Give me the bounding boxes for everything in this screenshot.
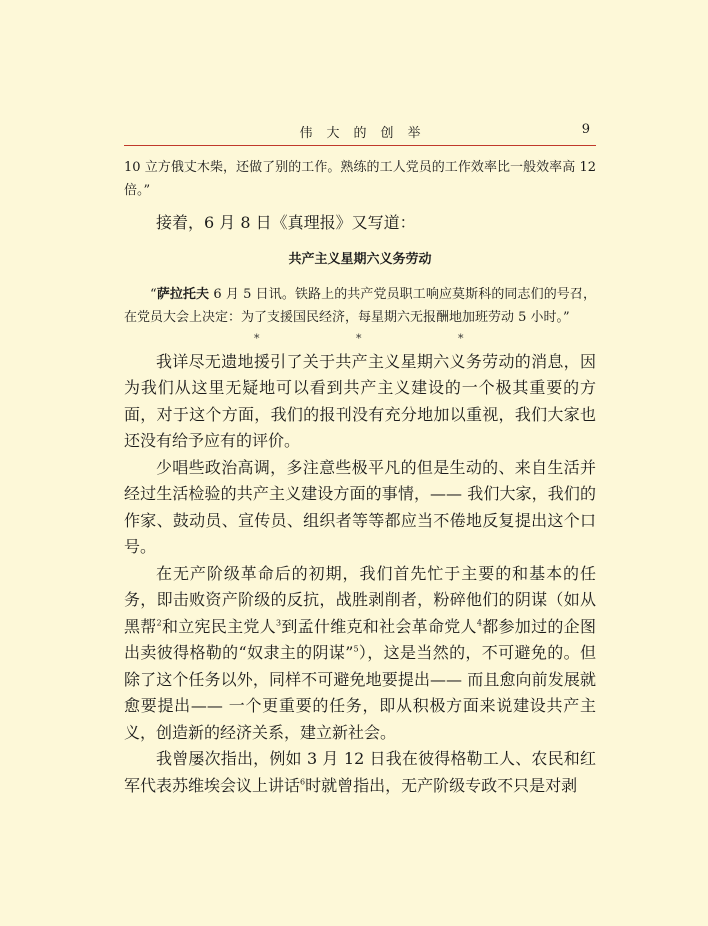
asterisk-1: * [254, 331, 260, 345]
page-number: 9 [581, 122, 590, 137]
quote-continuation: 10 立方俄丈木柴，还做了别的工作。熟练的工人党员的工作效率比一般效率高 12 倍。” [124, 160, 596, 198]
running-title: 伟大的创举 [299, 126, 435, 141]
intro-paragraph: 接着，6 月 8 日《真理报》又写道： [156, 213, 416, 232]
paragraph-2: 少唱些政治高调，多注意些极平凡的但是生动的、来自生活并经过生活检验的共产主义建设方面的事情，—— 我们大家，我们的作家、鼓动员、宣传员、组织者等等都应当不倦地反复提出这个口号。 [124, 457, 596, 556]
header-divider [124, 145, 596, 146]
paragraph-3-part-e: ），这是当然的，不可避免的。但除了这个任务以外，同样不可避免地要提出—— 而且愈向前发展就愈要提出—— 一个更重要的任务，即从积极方面来说建设共产主义，创造新的经济关系，建立新社会。 [124, 643, 596, 742]
paragraph-1: 我详尽无遗地援引了关于共产主义星期六义务劳动的消息，因为我们从这里无疑地可以看到共产主义建设的一个极其重要的方面，对于这个方面，我们的报刊没有充分地加以重视，我们大家也还没有给予应有的评价。 [124, 351, 596, 450]
paragraph-4-part-a: 我曾屡次指出，例如 3 月 12 日我在彼得格勒工人、农民和红军代表苏维埃会议上讲话 [124, 749, 596, 795]
asterisk-2: * [356, 331, 362, 345]
footnote-ref-4[interactable]: 4 [476, 618, 482, 628]
paragraph-3-part-b: 和立宪民主党人 [161, 616, 276, 636]
paragraph-4-part-b: 时就曾指出，无产阶级专政不只是对剥 [305, 775, 578, 795]
saratov-quote-text: 6 月 5 日讯。铁路上的共产党员职工响应莫斯科的同志们的号召，在党员大会上决定：为了支援国民经济，每星期六无报酬地加班劳动 5 小时。” [124, 286, 596, 325]
quote-open-mark: “ [150, 286, 157, 302]
saratov-quote [124, 283, 596, 329]
footnote-ref-2[interactable]: 2 [156, 618, 162, 628]
footnote-ref-6[interactable]: 6 [300, 777, 306, 787]
page-header [124, 118, 596, 142]
paragraph-3-part-c: 到孟什维克和社会革命党人 [281, 616, 477, 636]
footnote-ref-3[interactable]: 3 [275, 618, 282, 628]
page-body [124, 156, 596, 799]
section-separator [124, 329, 596, 349]
dateline-city: 萨拉托夫 [156, 286, 210, 302]
news-headline: 共产主义星期六义务劳动 [288, 251, 432, 267]
paragraph-4 [124, 746, 596, 799]
asterisk-3: * [458, 331, 464, 345]
paragraph-3-part-d: 都参加过的企图出卖彼得格勒的“奴隶主的阴谋” [124, 616, 596, 662]
footnote-ref-5[interactable]: 5 [353, 644, 359, 654]
paragraph-3 [124, 561, 596, 747]
paragraph-3-part-a: 在无产阶级革命后的初期，我们首先忙于主要的和基本的任务，即击败资产阶级的反抗，战胜剥削者，粉碎他们的阴谋（如从黑帮 [124, 563, 596, 636]
